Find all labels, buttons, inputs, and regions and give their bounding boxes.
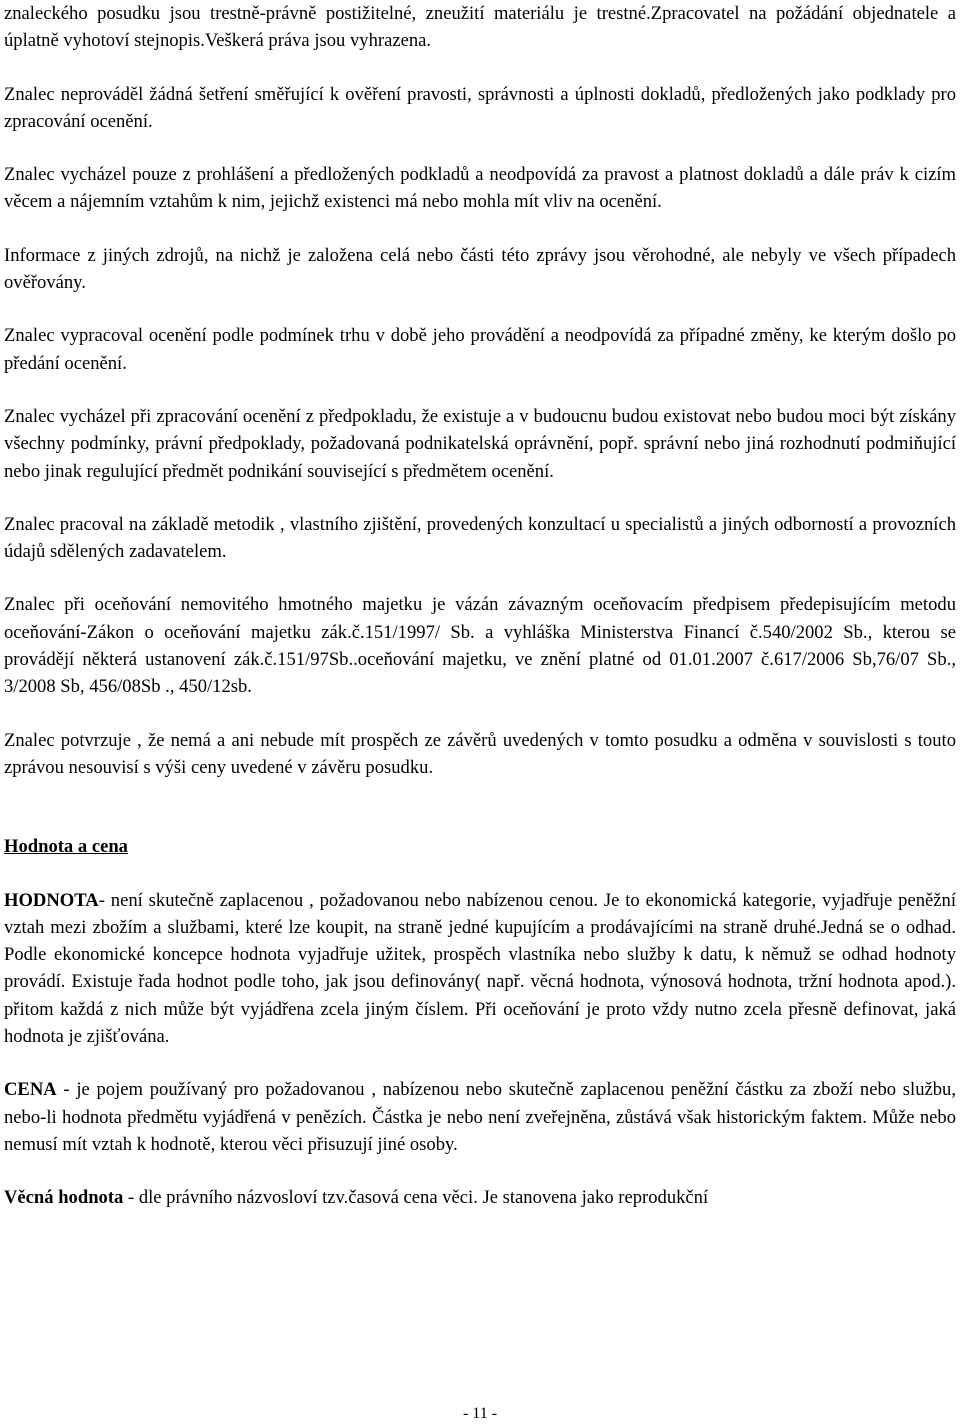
document-page xyxy=(4,0,956,1212)
section-heading: Hodnota a cena xyxy=(4,836,128,858)
definition-vecna-hodnota xyxy=(4,1184,956,1211)
paragraph-assumptions: Znalec vycházel při zpracování ocenění z předpokladu, že existuje a v budoucnu budou existovat nebo budou moci být získány všechny podmínky, právní předpoklady, požadovaná podnikatelská oprávnění, popř. správní nebo jiná rozhodnutí podmiňující nebo jinak regulující předmět podnikání související s předmětem ocenění. xyxy=(4,405,956,482)
paragraph-verification: Znalec neprováděl žádná šetření směřující k ověření pravosti, správnosti a úplnosti dokladů, předložených jako podklady pro zpracování ocenění. xyxy=(4,83,956,132)
paragraph-market-conditions: Znalec vypracoval ocenění podle podmínek trhu v době jeho provádění a neodpovídá za případné změny, ke kterým došlo po předání ocenění. xyxy=(4,325,956,374)
definition-term: HODNOTA xyxy=(4,889,99,911)
definition-term: CENA xyxy=(4,1079,57,1101)
paragraph-information: Informace z jiných zdrojů, na nichž je založena celá nebo části této zprávy jsou věrohodné, ale nebyly ve všech případech ověřovány. xyxy=(4,244,956,294)
definition-hodnota xyxy=(4,887,956,1051)
definition-text: - není skutečně zaplacenou , požadovanou nebo nabízenou cenou. Je to ekonomická kategorie, vyjadřuje peněžní vztah mezi zbožím a službami, které lze koupit, na straně jedné kupujícím a prodávajícími na straně druhé.Jedná se o odhad. Podle ekonomické koncepce hodnota vyjadřuje užitek, prospěch vlastníka nebo služby k datu, k němuž se odhad hodnoty provádí. Existuje řada hodnot podle toho, jak jsou definovány( např. věcná hodnota, výnosová hodnota, tržní hodnota apod.). přitom každá z nich může být vyjádřena zcela jiným číslem. Při oceňování je proto vždy nutno zcela přesně definovat, jaká hodnota je zjišťována. xyxy=(4,889,956,1048)
definition-term: Věcná hodnota xyxy=(4,1187,124,1209)
paragraph-declaration: Znalec potvrzuje , že nemá a ani nebude mít prospěch ze závěrů uvedených v tomto posudku a odměna v souvislosti s touto zprávou nesouvisí s výši ceny uvedené v závěru posudku. xyxy=(4,729,956,778)
paragraph-copyright: znaleckého posudku jsou trestně-právně postižitelné, zneužití materiálu je trestné.Zpracovatel na požádání objednatele a úplatně vyhotoví stejnopis.Veškerá práva jsou vyhrazena. xyxy=(4,3,956,52)
page-number: - 11 - xyxy=(462,1405,498,1422)
definition-text: - je pojem používaný pro požadovanou , nabízenou nebo skutečně zaplacenou peněžní částku za zboží nebo službu, nebo-li hodnota předmětu vyjádřená v penězích. Částka je nebo není zveřejněna, zůstává však historickým faktem. Může nebo nemusí mít vztah k hodnotě, kterou věci přisuzují jiné osoby. xyxy=(4,1079,956,1155)
paragraph-legislation: Znalec při oceňování nemovitého hmotného majetku je vázán závazným oceňovacím předpisem předepisujícím metodu oceňování-Zákon o oceňování majetku zák.č.151/1997/ Sb. a vyhláška Ministerstva Financí č.540/2002 Sb., kterou se provádějí některá ustanovení zák.č.151/97Sb..oceňování majetku, ve znění platné od 01.01.2007 č.617/2006 Sb,76/07 Sb., 3/2008 Sb, 456/08Sb ., 450/12sb. xyxy=(4,594,956,698)
paragraph-methodology: Znalec pracoval na základě metodik , vlastního zjištění, provedených konzultací u specialistů a jiných odborností a provozních údajů sdělených zadavatelem. xyxy=(4,513,956,563)
paragraph-sources: Znalec vycházel pouze z prohlášení a předložených podkladů a neodpovídá za pravost a platnost dokladů a dále práv k cizím věcem a nájemním vztahům k nim, jejichž existenci má nebo mohla mít vliv na ocenění. xyxy=(4,164,956,213)
definition-text: - dle právního názvosloví tzv.časová cena věci. Je stanovena jako reprodukční xyxy=(123,1187,709,1209)
definition-cena xyxy=(4,1076,956,1158)
